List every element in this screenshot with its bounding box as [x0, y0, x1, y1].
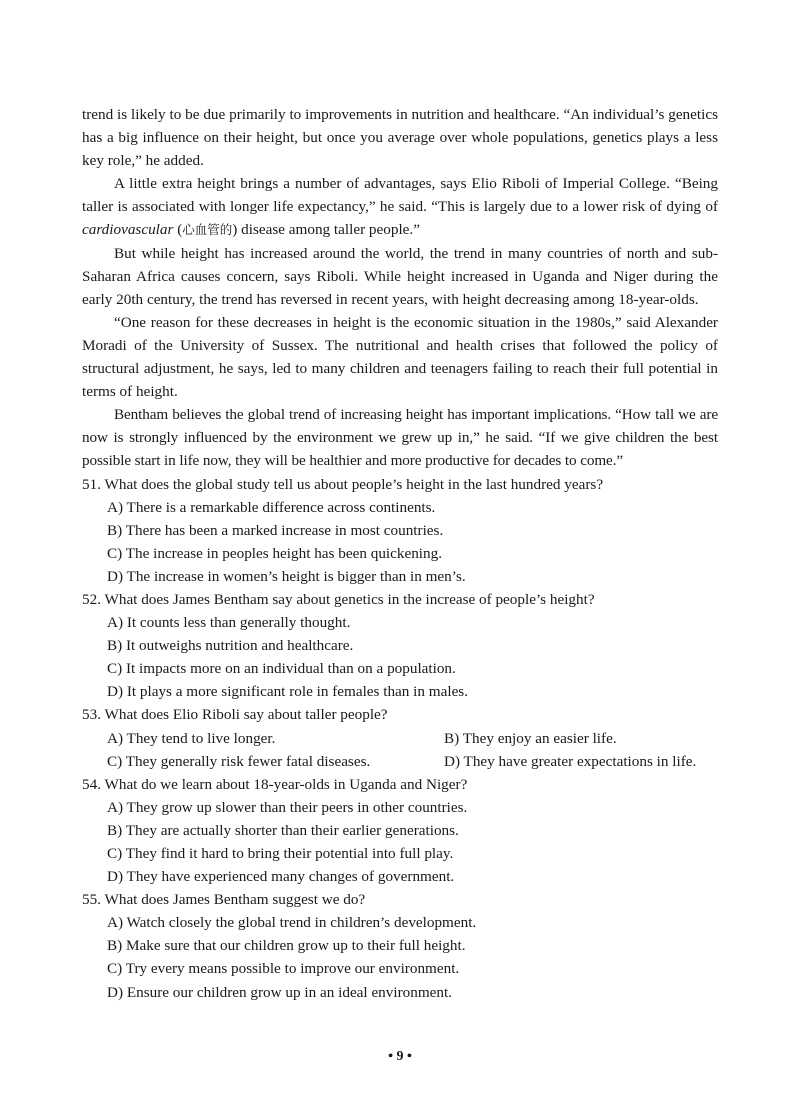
option-c[interactable]: C) It impacts more on an individual than on a population.: [107, 660, 456, 678]
option-a[interactable]: A) It counts less than generally thought.: [107, 614, 351, 632]
question-text: What does James Bentham suggest we do?: [104, 891, 366, 909]
passage-paragraph-2: A little extra height brings a number of advantages, says Elio Riboli of Imperial College. “Being taller is associated with longer life expectancy,” he said. “This is largely due to a lower risk of dying of cardiovascular (心血管的) disease among taller people.”: [82, 175, 718, 239]
question-number: 52.: [82, 590, 101, 608]
option-c[interactable]: C) They generally risk fewer fatal diseases.: [107, 752, 371, 770]
passage-paragraph-5: Bentham believes the global trend of increasing height has important implications. “How tall we are now is strongly influenced by the environment we grew up in,” he said. “If we give children the best possible start in life now, they will be healthier and more productive for decades to come.”: [82, 406, 718, 470]
option-d[interactable]: D) The increase in women’s height is bigger than in men’s.: [107, 567, 466, 585]
passage-paragraph-1: trend is likely to be due primarily to improvements in nutrition and healthcare. “An individual’s genetics has a big influence on their height, but once you average over whole populations, genetics plays a less key role,” he added.: [82, 106, 718, 170]
chinese-gloss: 心血管的: [182, 222, 233, 238]
option-d[interactable]: D) Ensure our children grow up in an ideal environment.: [107, 983, 452, 1001]
passage-paragraph-3: But while height has increased around the world, the trend in many countries of north and sub-Saharan Africa causes concern, says Riboli. While height increased in Uganda and Niger during the early 20th century, the trend has reversed in recent years, with height decreasing among 18-year-olds.: [82, 244, 718, 308]
question-stem: [82, 703, 718, 726]
option-b[interactable]: B) Make sure that our children grow up to their full height.: [107, 937, 466, 955]
options-row-2: [82, 750, 718, 773]
question-number: 53.: [82, 706, 101, 724]
reading-section: [82, 103, 718, 1004]
option-d[interactable]: D) It plays a more significant role in females than in males.: [107, 683, 469, 701]
question-number: 55.: [82, 891, 101, 909]
question-text: What does Elio Riboli say about taller people?: [104, 706, 388, 724]
question-52: [82, 588, 718, 703]
question-stem: [82, 588, 718, 611]
paragraph-2-text-end: disease among taller people.”: [237, 221, 420, 239]
question-stem: [82, 473, 718, 496]
option-c[interactable]: C) Try every means possible to improve our environment.: [107, 960, 460, 978]
options-row-1: [82, 727, 718, 750]
question-51: [82, 473, 718, 588]
passage-paragraph-4: “One reason for these decreases in height is the economic situation in the 1980s,” said Alexander Moradi of the University of Sussex. The nutritional and health crises that followed the policy of structural adjustment, he says, led to many children and teenagers failing to reach their full potential in terms of height.: [82, 313, 718, 401]
option-a[interactable]: A) There is a remarkable difference across continents.: [107, 498, 436, 516]
option-c[interactable]: C) They find it hard to bring their potential into full play.: [107, 845, 454, 862]
option-a[interactable]: A) They grow up slower than their peers in other countries.: [107, 798, 468, 816]
option-b[interactable]: B) They enjoy an easier life.: [444, 729, 617, 747]
question-stem: [82, 888, 718, 911]
option-a[interactable]: A) Watch closely the global trend in children’s development.: [107, 914, 477, 932]
option-a[interactable]: A) They tend to live longer.: [107, 729, 276, 747]
page-number: • 9 •: [388, 1049, 412, 1064]
option-b[interactable]: B) They are actually shorter than their earlier generations.: [107, 821, 459, 839]
option-b[interactable]: B) There has been a marked increase in most countries.: [107, 521, 444, 539]
term-cardiovascular: cardiovascular: [82, 221, 174, 239]
option-d[interactable]: D) They have greater expectations in life.: [444, 752, 697, 770]
question-text: What does the global study tell us about people’s height in the last hundred years?: [104, 475, 604, 493]
question-number: 54.: [82, 775, 101, 793]
question-53: [82, 703, 718, 772]
question-text: What do we learn about 18-year-olds in Uganda and Niger?: [104, 775, 468, 793]
question-54: [82, 773, 718, 888]
option-b[interactable]: B) It outweighs nutrition and healthcare.: [107, 637, 354, 655]
option-d[interactable]: D) They have experienced many changes of government.: [107, 868, 455, 886]
question-text: What does James Bentham say about genetics in the increase of people’s height?: [104, 590, 595, 608]
question-stem: [82, 773, 718, 796]
option-c[interactable]: C) The increase in peoples height has been quickening.: [107, 544, 443, 562]
question-number: 51.: [82, 475, 101, 493]
question-55: [82, 888, 718, 1003]
paragraph-2-text: A little extra height brings a number of advantages, says Elio Riboli of Imperial College. “Being taller is associated with longer life expectancy,” he said. “This is largely due to a lower risk of dying of: [82, 175, 718, 216]
